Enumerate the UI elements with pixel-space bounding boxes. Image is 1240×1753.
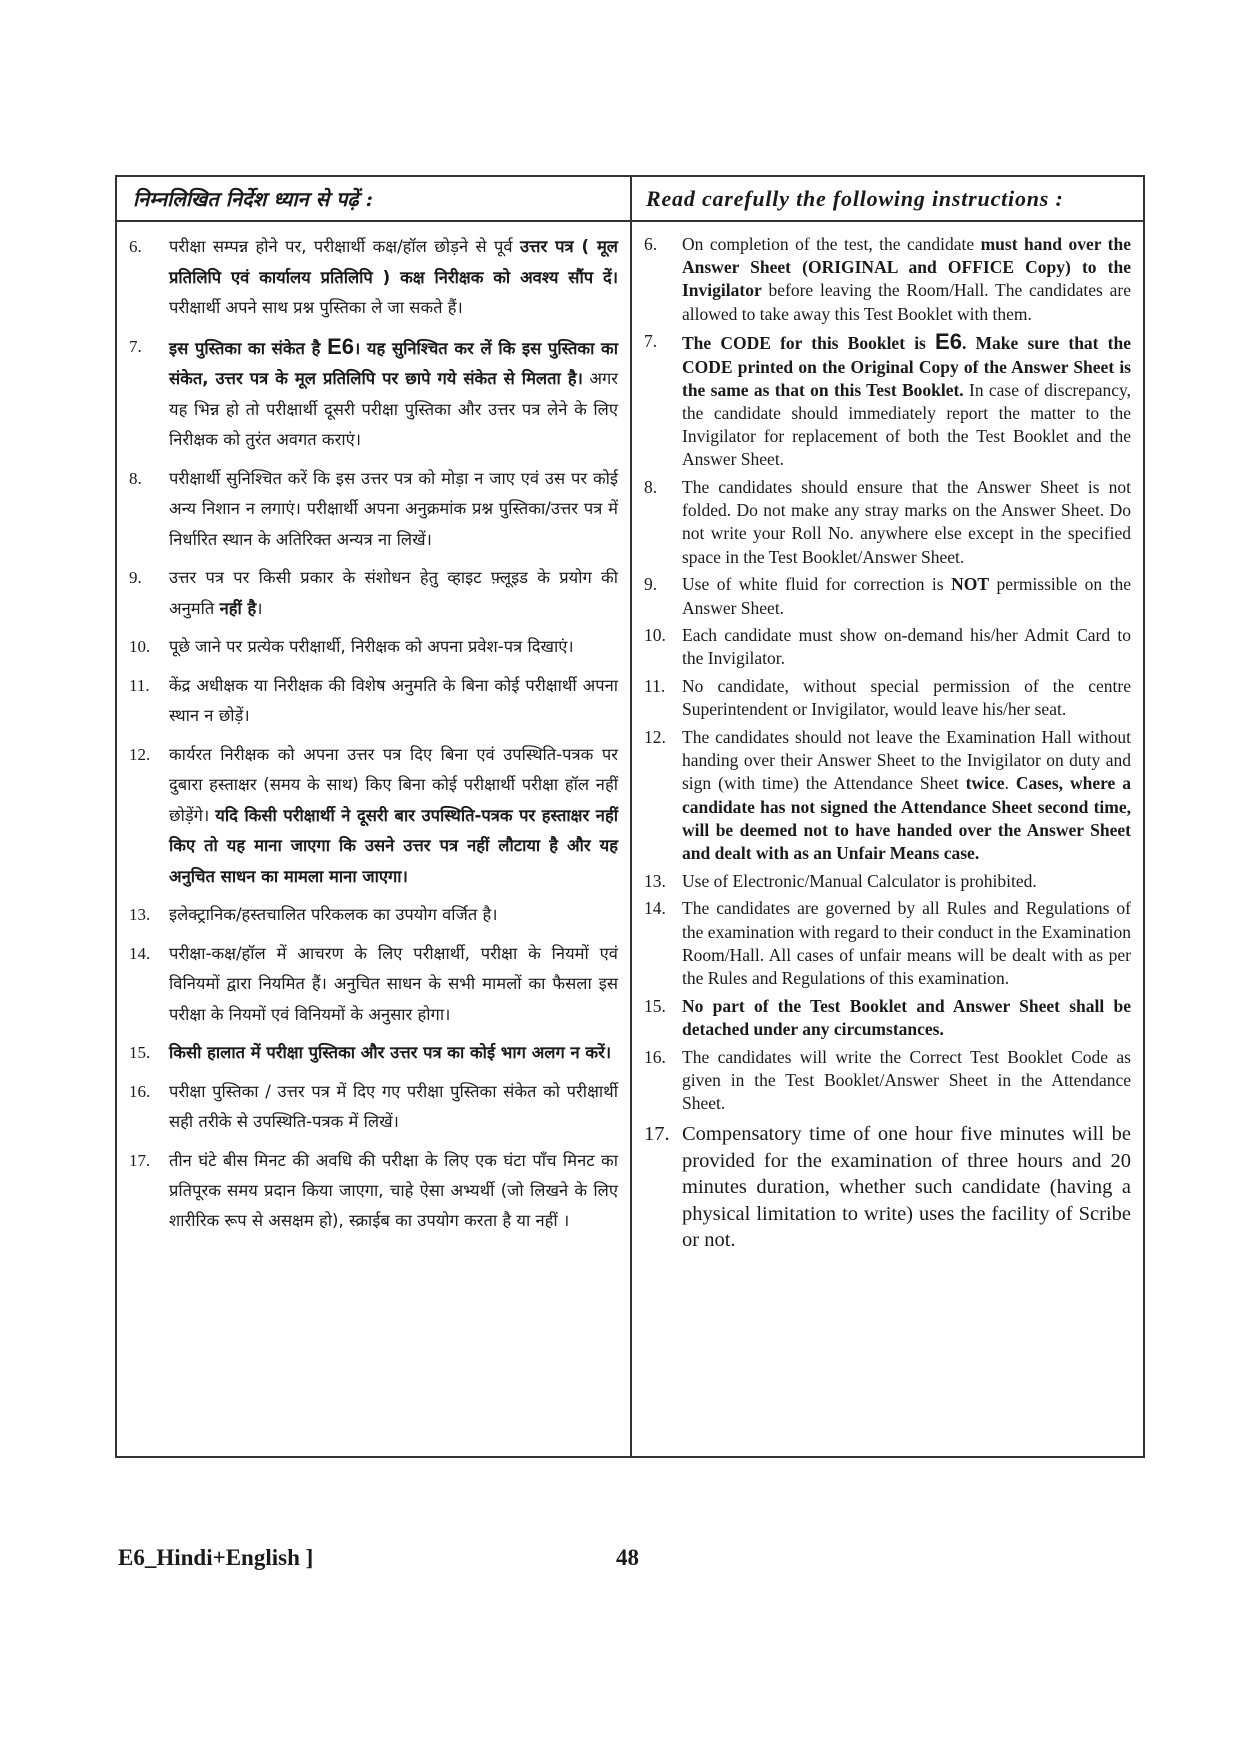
instruction-text-part: इलेक्ट्रानिक/हस्तचालित परिकलक का उपयोग वर्जित है। [169, 905, 498, 924]
instruction-text [682, 995, 1131, 1041]
instruction-item [129, 900, 618, 931]
instruction-text [169, 1077, 618, 1138]
instruction-text-part: Each candidate must show on-demand his/her Admit Card to the Invigilator. [682, 625, 1131, 669]
instruction-number: 13. [129, 905, 151, 924]
instruction-number: 8. [129, 468, 142, 488]
instruction-text-part: On completion of the test, the candidate [682, 234, 981, 254]
hindi-column [117, 177, 632, 1456]
instruction-text [169, 740, 618, 893]
instruction-text-part: । यह सुनिश्चित कर लें कि इस पुस्तिका का संकेत, उत्तर पत्र के मूल प्रतिलिपि पर छापे गये संकेत से मिलता है। [169, 338, 618, 388]
instruction-text-part: परीक्षा पुस्तिका / उत्तर पत्र में दिए गए परीक्षा पुस्तिका संकेत को परीक्षार्थी सही तरीके से उपस्थिति-पत्रक में लिखें। [169, 1081, 618, 1131]
instruction-text [169, 671, 618, 732]
instruction-text [682, 476, 1131, 569]
instruction-item [644, 1121, 1131, 1254]
instruction-number: 7. [644, 331, 658, 352]
instruction-number: 13. [644, 870, 666, 891]
instruction-number: 16. [129, 1081, 151, 1101]
instruction-text [169, 1038, 618, 1069]
instruction-item [644, 675, 1131, 721]
instruction-number: 14. [129, 943, 151, 963]
instruction-text-part: must hand over the Answer Sheet (ORIGINAL and OFFICE Copy) to the Invigilator [682, 234, 1131, 301]
instruction-text-part: No part of the Test Booklet and Answer Sheet shall be detached under any circumstances. [682, 995, 1131, 1039]
instruction-item [644, 726, 1131, 865]
instruction-number: 10. [129, 637, 151, 656]
instruction-text-part: यदि किसी परीक्षार्थी ने दूसरी बार उपस्थिति-पत्रक पर हस्ताक्षर नहीं किए तो यह माना जाएगा कि उसने उत्तर पत्र नहीं लौटाया है और यह अनुचित साधन का मामला माना जाएगा। [169, 805, 618, 886]
english-heading: Read carefully the following instructions : [632, 177, 1143, 222]
instruction-text [682, 726, 1131, 865]
instruction-number: 9. [129, 568, 142, 587]
booklet-code-label: E6_Hindi+English ] [118, 1545, 314, 1570]
instruction-item [129, 1077, 618, 1138]
instruction-item [129, 332, 618, 456]
instruction-text-part: before leaving the Room/Hall. The candidates are allowed to take away this Test Booklet with them. [682, 280, 1131, 324]
page-number: 48 [616, 1545, 639, 1570]
instruction-text [682, 870, 1131, 893]
instruction-text-part: इस पुस्तिका का संकेत है [169, 338, 328, 358]
instruction-item [644, 1046, 1131, 1116]
instruction-number: 10. [644, 625, 666, 646]
instruction-text-part: उत्तर पत्र ( मूल प्रतिलिपि एवं कार्यालय प्रतिलिपि ) कक्ष निरीक्षक को अवश्य सौंप दें। [169, 237, 618, 287]
instruction-number: 15. [129, 1043, 151, 1062]
instructions-table [115, 175, 1145, 1458]
english-column [632, 177, 1143, 1456]
instruction-text [169, 232, 618, 324]
instruction-text-part: The candidates will write the Correct Test Booklet Code as given in the Test Booklet/Answer Sheet in the Attendance Sheet. [682, 1046, 1131, 1114]
instruction-text [169, 939, 618, 1031]
instruction-number: 11. [644, 676, 666, 697]
booklet-code: E6 [327, 333, 354, 359]
instruction-item [129, 232, 618, 324]
instruction-text-part: No candidate, without special permission of the centre Superintendent or Invigilator, would leave his/her seat. [682, 676, 1131, 720]
instruction-number: 12. [644, 727, 666, 748]
instruction-item [644, 870, 1131, 893]
instruction-number: 9. [644, 574, 658, 595]
hindi-instruction-list [117, 222, 630, 1236]
instruction-text-part: The candidates should ensure that the Answer Sheet is not folded. Do not make any stray marks on the Answer Sheet. Do not write your Roll No. anywhere else except in the specified space in the Test Booklet/Answer Sheet. [682, 477, 1131, 567]
instruction-text-part: परीक्षार्थी सुनिश्चित करें कि इस उत्तर पत्र को मोड़ा न जाए एवं उस पर कोई अन्य निशान न लगाएं। परीक्षार्थी अपना अनुक्रमांक प्रश्न पुस्तिका/उत्तर पत्र में निर्धारित स्थान के अतिरिक्त अन्यत्र ना लिखें। [169, 468, 618, 549]
instruction-text [682, 233, 1131, 326]
instruction-text [169, 1146, 618, 1236]
instruction-text-part: Use of Electronic/Manual Calculator is prohibited. [682, 870, 1037, 891]
hindi-heading: निम्नलिखित निर्देश ध्यान से पढ़ें : [117, 177, 630, 222]
instruction-text-part: Cases, where a candidate has not signed the Attendance Sheet second time, will be deemed not to have handed over the Answer Sheet and dealt with as an Unfair Means case. [682, 773, 1131, 864]
instruction-text-part: The candidates are governed by all Rules and Regulations of the examination with regard to their conduct in the Examination Room/Hall. All cases of unfair means will be dealt with as per the Rules and Regulations of this examination. [682, 898, 1131, 989]
instruction-number: 14. [644, 898, 666, 919]
instruction-number: 7. [129, 336, 142, 356]
instruction-number: 15. [644, 995, 666, 1016]
instruction-text [682, 573, 1131, 619]
instruction-text [682, 1046, 1131, 1116]
instruction-item [644, 995, 1131, 1041]
instruction-text-part: केंद्र अधीक्षक या निरीक्षक की विशेष अनुमति के बिना कोई परीक्षार्थी अपना स्थान न छोड़ें। [169, 675, 618, 725]
instruction-number: 11. [129, 675, 150, 695]
instruction-text [169, 464, 618, 556]
instruction-number: 16. [644, 1046, 666, 1067]
instruction-item [129, 939, 618, 1031]
instruction-text [169, 632, 618, 663]
instruction-number: 6. [129, 237, 142, 256]
instruction-text-part: कार्यरत निरीक्षक को अपना उत्तर पत्र दिए बिना एवं उपस्थिति-पत्रक पर दुबारा हस्ताक्षर (समय के साथ) किए बिना कोई परीक्षार्थी परीक्षा हॉल नहीं छोड़ेंगे। [169, 744, 618, 825]
instruction-text-part: . [1004, 773, 1016, 794]
instruction-text-part: किसी हालात में परीक्षा पुस्तिका और उत्तर पत्र का कोई भाग अलग न करें। [169, 1043, 612, 1062]
instruction-item [129, 740, 618, 893]
instruction-text-part: परीक्षा-कक्ष/हॉल में आचरण के लिए परीक्षार्थी, परीक्षा के नियमों एवं विनियमों द्वारा नियमित हैं। अनुचित साधन के सभी मामलों का फैसला इस परीक्षा के नियमों एवं विनियमों के अनुसार होगा। [169, 943, 618, 1024]
instruction-item [129, 464, 618, 556]
instruction-text [682, 624, 1131, 670]
instruction-text-part: परीक्षा सम्पन्न होने पर, परीक्षार्थी कक्ष/हॉल छोड़ने से पूर्व [169, 237, 521, 256]
instruction-item [644, 624, 1131, 670]
instruction-text-part: NOT [951, 574, 990, 595]
booklet-code: E6 [935, 329, 962, 355]
instruction-number: 12. [129, 744, 151, 764]
instruction-text-part: पूछे जाने पर प्रत्येक परीक्षार्थी, निरीक्षक को अपना प्रवेश-पत्र दिखाएं। [169, 637, 574, 656]
instruction-item [644, 330, 1131, 471]
instruction-text-part: permissible on the Answer Sheet. [682, 574, 1132, 618]
instruction-item [129, 671, 618, 732]
instruction-text-part: तीन घंटे बीस मिनट की अवधि की परीक्षा के लिए एक घंटा पाँच मिनट का प्रतिपूरक समय प्रदान किया जाएगा, चाहे ऐसा अभ्यर्थी (जो लिखने के लिए शारीरिक रूप से असक्षम हो), स्क्राईब का उपयोग करता है या नहीं । [169, 1150, 618, 1230]
instruction-text-part: The CODE for this Booklet is [682, 333, 936, 354]
instruction-number: 8. [644, 477, 658, 498]
instruction-text-part: . Make sure that the CODE printed on the Original Copy of the Answer Sheet is the same as that on this Test Booklet. [682, 333, 1132, 400]
instruction-text-part: The candidates should not leave the Examination Hall without handing over their Answer Sheet to the Invigilator on duty and sign (with time) the Attendance Sheet [682, 727, 1131, 794]
instruction-text-part: In case of discrepancy, the candidate should immediately report the matter to the Invigilator for replacement of both the Test Booklet and the Answer Sheet. [682, 379, 1131, 470]
instruction-text [169, 563, 618, 624]
instruction-item [129, 563, 618, 624]
instruction-text [169, 332, 618, 456]
instruction-item [129, 632, 618, 663]
instruction-text-part: Compensatory time of one hour five minutes will be provided for the examination of three hours and 20 minutes duration, whether such candidate (having a physical limitation to write) uses the facility of Scribe or not. [682, 1123, 1131, 1252]
instruction-text-part: । [256, 598, 263, 618]
instruction-item [644, 897, 1131, 990]
instruction-number: 17. [129, 1150, 151, 1170]
instruction-text [682, 675, 1131, 721]
instruction-item [644, 476, 1131, 569]
instruction-item [129, 1146, 618, 1236]
instruction-item [129, 1038, 618, 1069]
instruction-text-part: उत्तर पत्र पर किसी प्रकार के संशोधन हेतु व्हाइट फ़्लूइड के प्रयोग की अनुमति [169, 568, 618, 618]
instruction-text-part: परीक्षार्थी अपने साथ प्रश्न पुस्तिका ले जा सकते हैं। [169, 298, 463, 317]
instruction-text [169, 900, 618, 931]
english-instruction-list [632, 222, 1143, 1254]
instruction-text-part: twice [965, 773, 1005, 794]
instruction-item [644, 573, 1131, 619]
instruction-text [682, 1121, 1131, 1254]
instruction-text [682, 897, 1131, 990]
instruction-number: 17. [644, 1123, 670, 1146]
instruction-text-part: अगर यह भिन्न हो तो परीक्षार्थी दूसरी परीक्षा पुस्तिका और उत्तर पत्र लेने के लिए निरीक्षक को तुरंत अवगत कराएं। [169, 369, 619, 449]
instruction-number: 6. [644, 234, 658, 254]
instruction-text-part: नहीं है [219, 598, 257, 618]
instruction-text [682, 330, 1131, 471]
instruction-text-part: Use of white fluid for correction is [682, 574, 952, 595]
instruction-item [644, 233, 1131, 326]
